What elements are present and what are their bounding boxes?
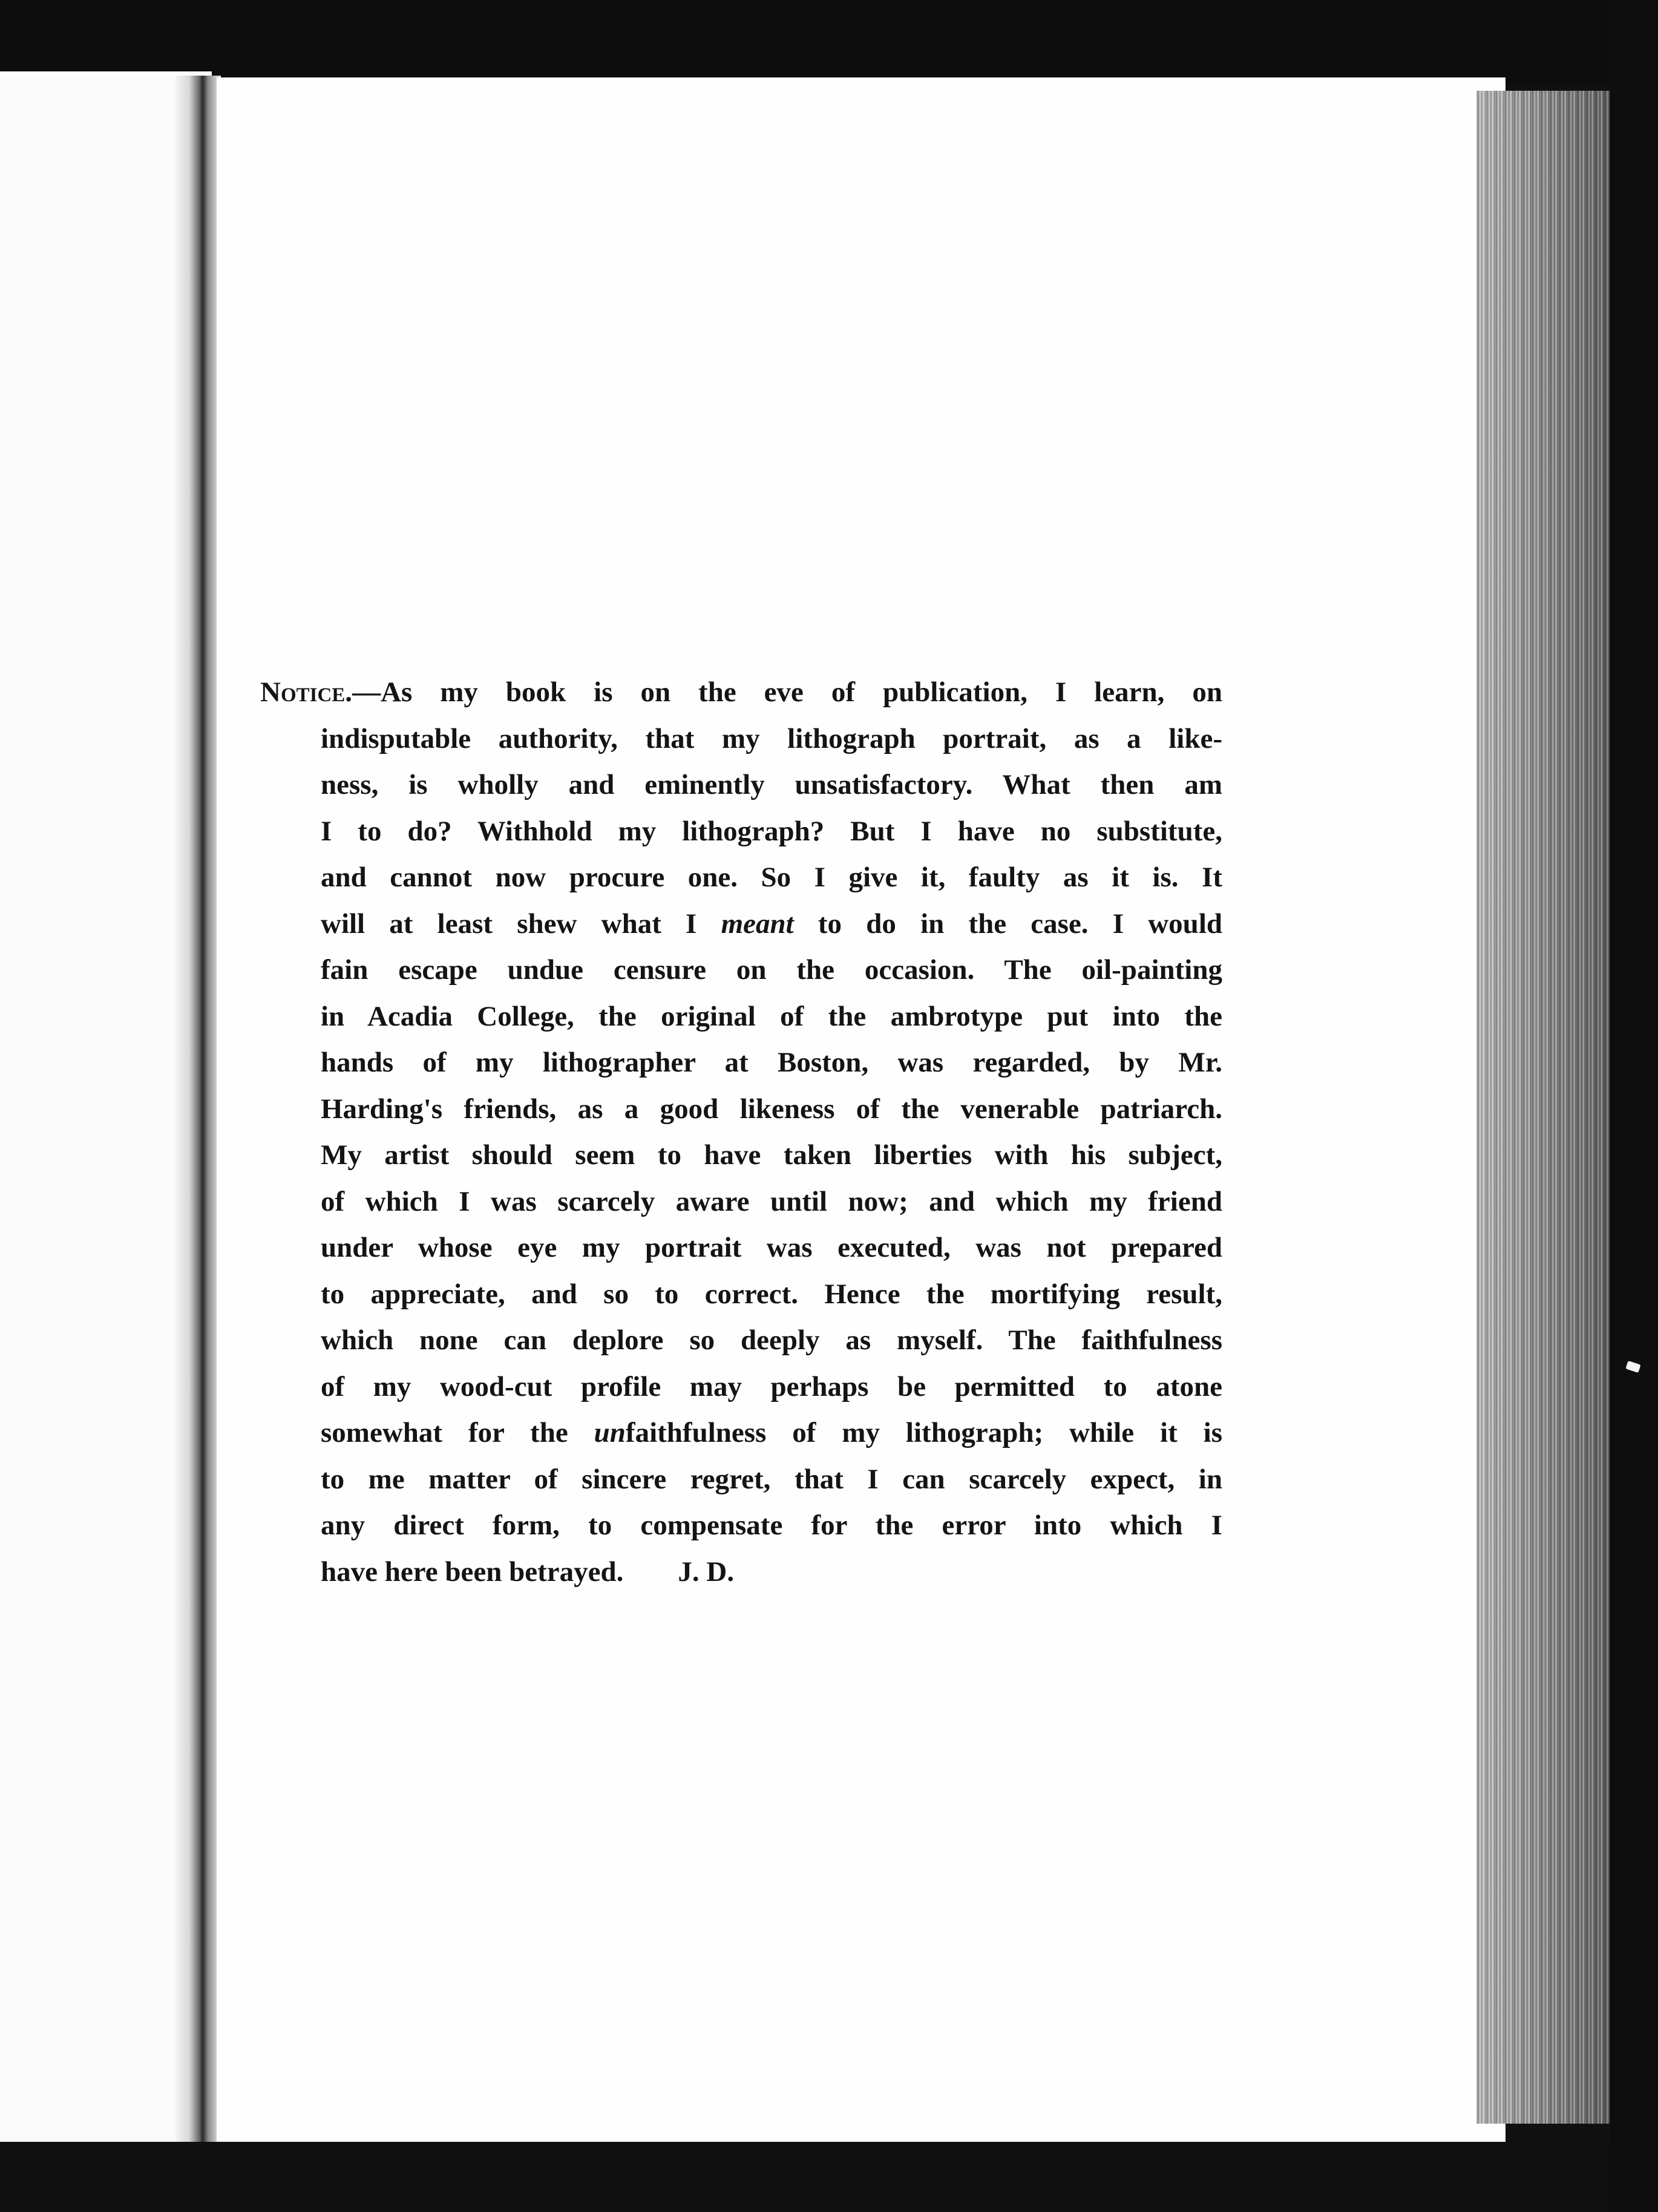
notice-line-10: Harding's friends, as a good likeness of the venerable patriarch. [321, 1093, 1222, 1125]
notice-line-12: of which I was scarcely aware until now; and which my friend [321, 1185, 1222, 1217]
notice-paragraph [260, 669, 1222, 1595]
notice-line-3: ness, is wholly and eminently unsatisfactory. What then am [321, 769, 1222, 800]
notice-line-5: and cannot now procure one. So I give it, faulty as it is. It [321, 862, 1222, 893]
notice-line-11: My artist should seem to have taken liberties with his subject, [321, 1139, 1222, 1171]
emphasis-un: un [594, 1417, 626, 1448]
scan-background-bottom [0, 2142, 1658, 2212]
emphasis-meant: meant [721, 908, 794, 940]
signature: J. D. [678, 1556, 735, 1588]
scan-background-top [0, 0, 1658, 85]
notice-line-7: fain escape undue censure on the occasion. The oil-painting [321, 954, 1222, 986]
book-spine-gutter [175, 76, 221, 2145]
notice-heading: Notice. [260, 676, 353, 708]
notice-line-8: in Acadia College, the original of the ambrotype put into the [321, 1000, 1222, 1032]
notice-line-6: will at least shew what I meant to do in the case. I would [321, 908, 1223, 940]
notice-line-4: I to do? Withhold my lithograph? But I have no substitute, [321, 815, 1222, 847]
notice-line-15: which none can deplore so deeply as myself. The faithfulness [321, 1324, 1222, 1356]
notice-line-16: of my wood-cut profile may perhaps be permitted to atone [321, 1370, 1222, 1402]
notice-line-14: to appreciate, and so to correct. Hence the mortifying result, [321, 1278, 1222, 1310]
notice-line-9: hands of my lithographer at Boston, was regarded, by Mr. [321, 1047, 1222, 1078]
notice-line-20: have here been betrayed. J. D. [260, 1549, 1222, 1595]
notice-line-13: under whose eye my portrait was executed, was not prepared [321, 1232, 1222, 1263]
notice-line-18: to me matter of sincere regret, that I can scarcely expect, in [321, 1463, 1222, 1495]
notice-line-2: indisputable authority, that my lithograph portrait, as a like- [321, 722, 1222, 754]
notice-line-17: somewhat for the unfaithfulness of my lithograph; while it is [321, 1417, 1223, 1448]
scan-background-right [1610, 0, 1658, 2212]
notice-line-1: Notice.—As my book is on the eve of publication, I learn, on [260, 676, 1222, 708]
notice-line-19: any direct form, to compensate for the error into which I [321, 1510, 1222, 1541]
page-edges-shade [1476, 91, 1610, 2124]
